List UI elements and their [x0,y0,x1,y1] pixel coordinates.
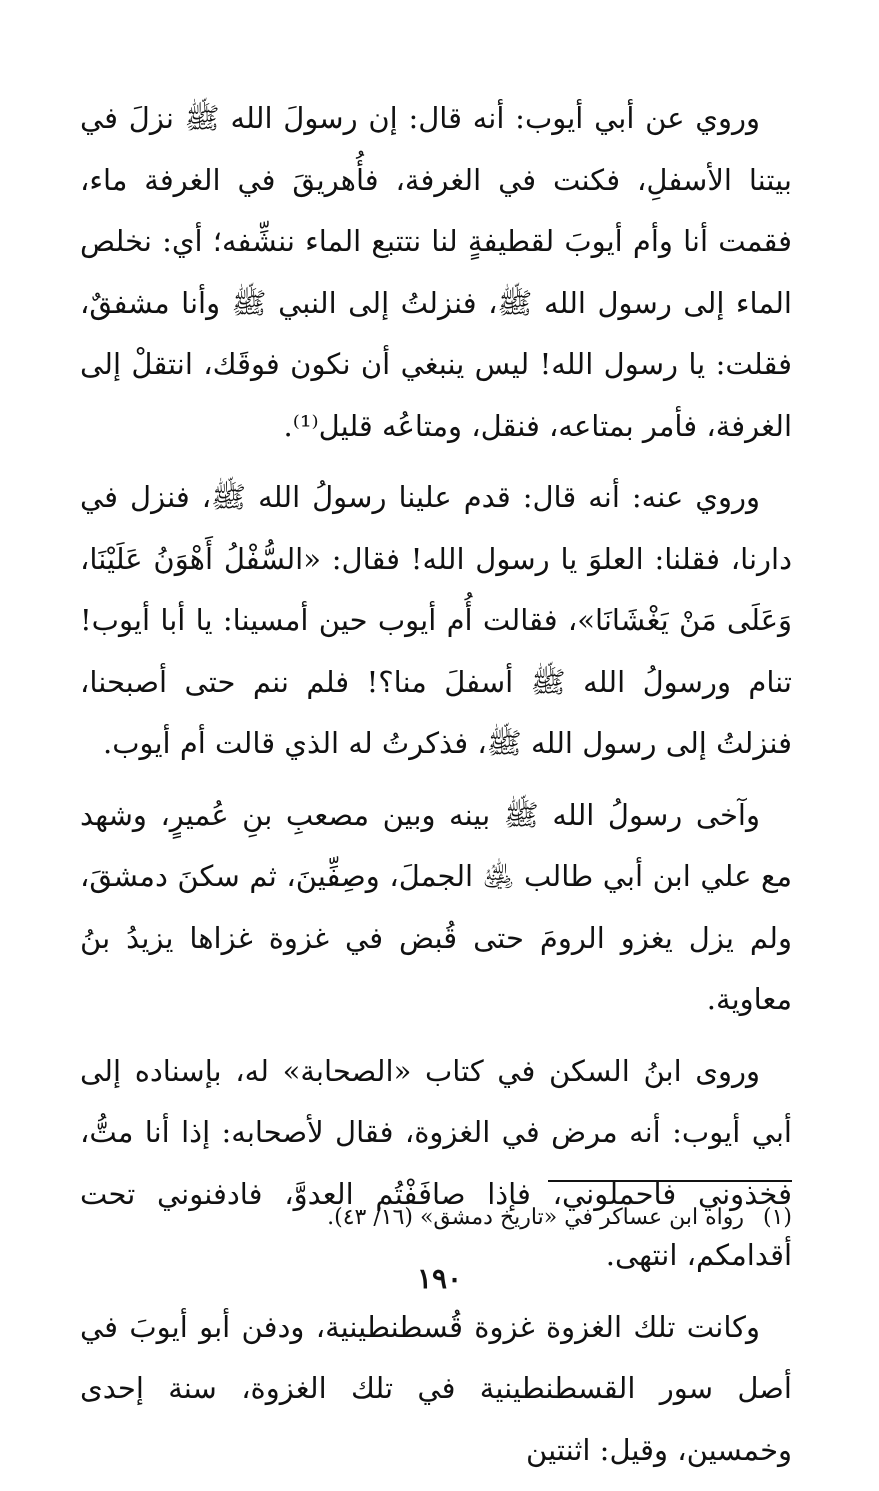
footnote [80,1198,792,1238]
page-number: ١٩٠ [416,1262,463,1295]
footnote-divider [548,1180,792,1182]
footnote-text: رواه ابن عساكر في «تاريخ دمشق» (١٦/ ٤٣). [327,1205,744,1230]
footnote-marker: (١) [762,1205,792,1230]
paragraph-5: وكانت تلك الغزوة غزوة قُسطنطينية، ودفن أبو أيوبَ في أصل سور القسطنطينية في تلك الغزوة، سنة إحدى وخمسين، وقيل: اثنتين [80,1309,792,1467]
paragraph-2: وروي عنه: أنه قال: قدم علينا رسولُ الله ﷺ، فنزل في دارنا، فقلنا: العلوَ يا رسول الله! فقال: «السُّفْلُ أَهْوَنُ عَلَيْنَا، وَعَلَى مَنْ يَغْشَانَا»، فقالت أُم أيوب حين أمسينا: يا أبا أيوب! تنام ورسولُ الله ﷺ أسفلَ منا؟! فلم ننم حتى أصبحنا، فنزلتُ إلى رسول الله ﷺ، فذكرتُ له الذي قالت أم أيوب. [80,480,793,760]
paragraph-3: وآخى رسولُ الله ﷺ بينه وبين مصعبِ بنِ عُميرٍ، وشهد مع علي ابن أبي طالب ﵁ الجملَ، وصِفِّينَ، ثم سكنَ دمشقَ، ولم يزل يغزو الرومَ حتى قُبض في غزوة غزاها يزيدُ بنُ معاوية. [80,797,792,1016]
paragraph-1: وروي عن أبي أيوب: أنه قال: إن رسولَ الله ﷺ نزلَ في بيتنا الأسفلِ، فكنت في الغرفة، فأُهريقَ في الغرفة ماء، فقمت أنا وأم أيوبَ لقطيفةٍ لنا نتتبع الماء ننشِّفه؛ أي: نخلص الماء إلى رسول الله ﷺ، فنزلتُ إلى النبي ﷺ وأنا مشفقٌ، فقلت: يا رسول الله! ليس ينبغي أن نكون فوقَك، انتقلْ إلى الغرفة، فأمر بمتاعه، فنقل، ومتاعُه قليل⁽¹⁾. [80,101,792,443]
paragraph-4: وروى ابنُ السكن في كتاب «الصحابة» له، بإسناده إلى أبي أيوب: أنه مرض في الغزوة، فقال لأصحابه: إذا أنا متُّ، فخذوني فاحملوني، فإذا صافَفْتُم العدوَّ، فادفنوني تحت أقدامكم، انتهى. [80,1053,792,1272]
